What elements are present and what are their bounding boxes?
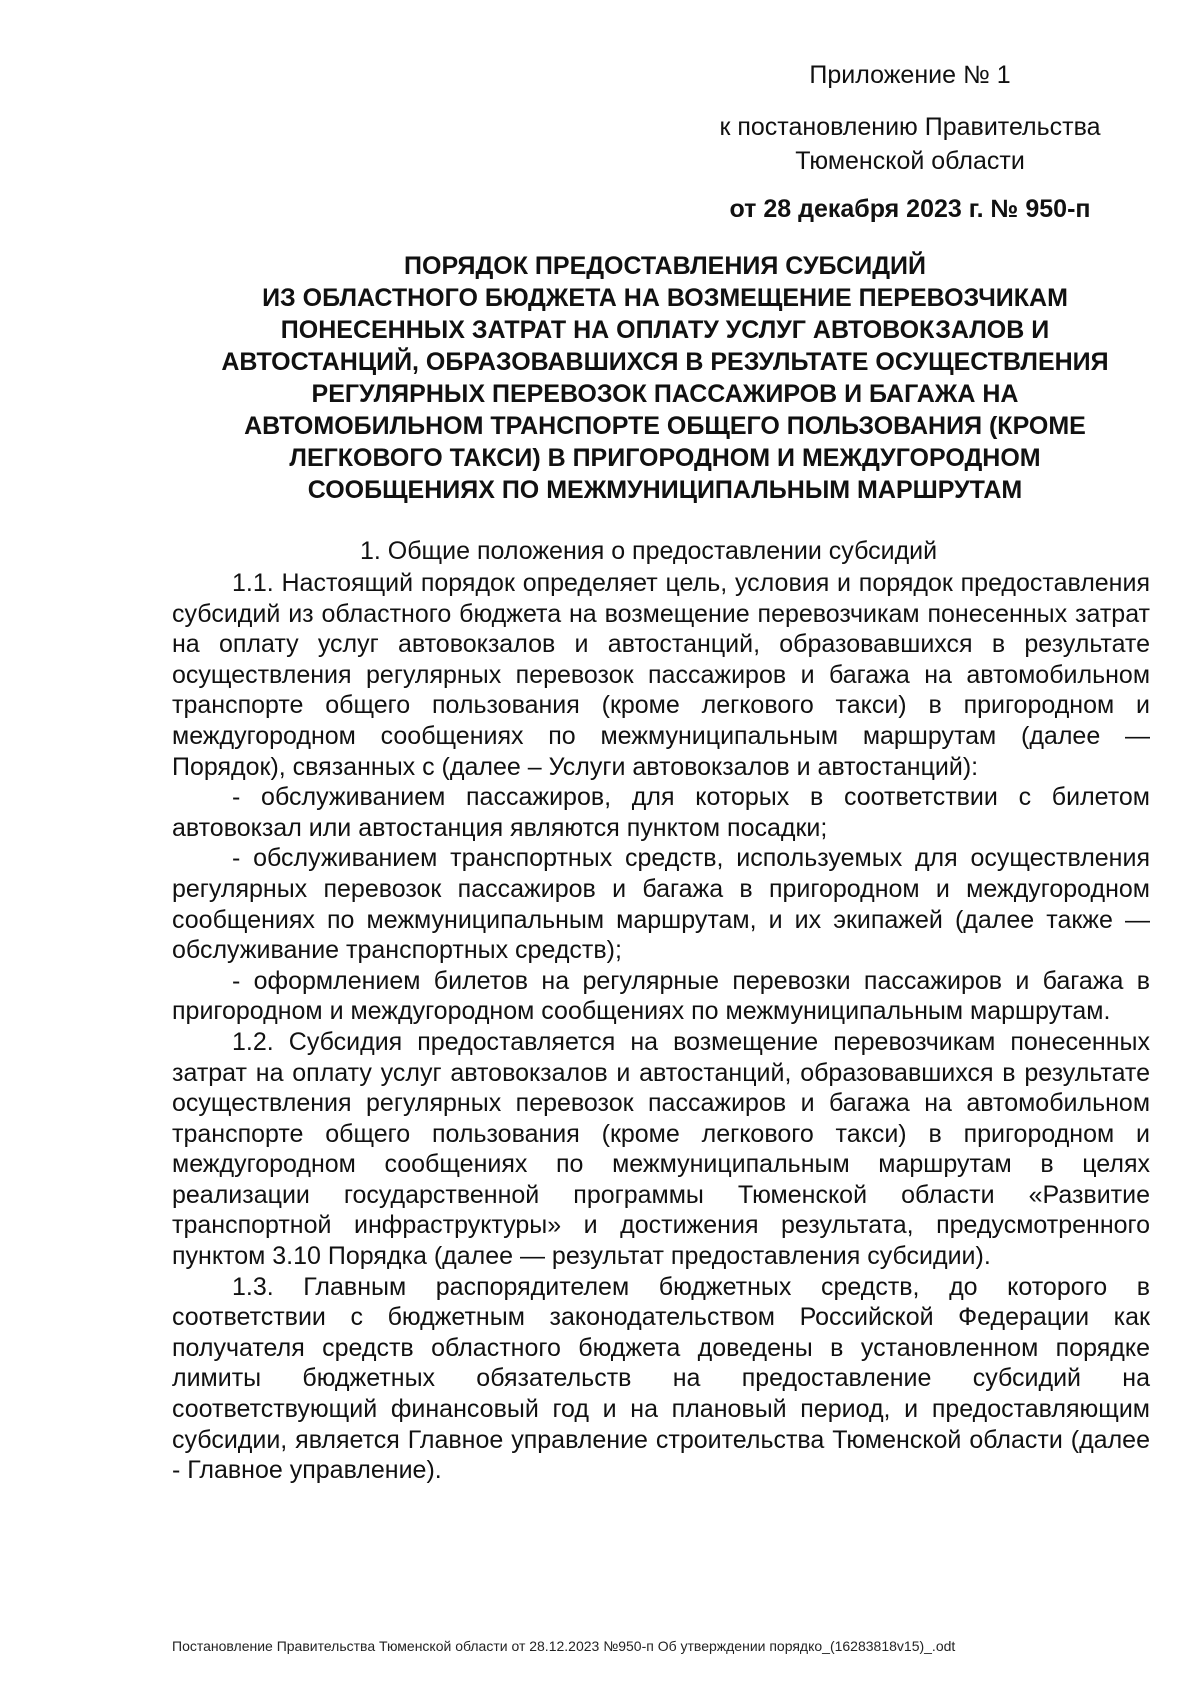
decree-reference-line1: к постановлению Правительства: [719, 113, 1101, 141]
paragraph-1-1: 1.1. Настоящий порядок определяет цель, условия и порядок предоставления субсидий из областного бюджета на возмещение перевозчикам понесенных затрат на оплату услуг автовокзалов и автостанций, образовавшихся в результате осуществления регулярных перевозок пассажиров и багажа на автомобильном транспорте общего пользования (кроме легкового такси) в пригородном и междугородном сообщениях по межмуниципальным маршрутам (далее — Порядок), связанных с (далее – Услуги автовокзалов и автостанций):: [172, 569, 1150, 781]
annex-header: [650, 58, 1170, 226]
decree-date-number: от 28 декабря 2023 г. № 950-п: [729, 195, 1091, 223]
title-line: ПОНЕСЕННЫХ ЗАТРАТ НА ОПЛАТУ УСЛУГ АВТОВОКЗАЛОВ И: [280, 316, 1050, 344]
title-line: СООБЩЕНИЯХ ПО МЕЖМУНИЦИПАЛЬНЫМ МАРШРУТАМ: [307, 476, 1023, 504]
title-line: АВТОСТАНЦИЙ, ОБРАЗОВАВШИХСЯ В РЕЗУЛЬТАТЕ ОСУЩЕСТВЛЕНИЯ: [221, 348, 1109, 376]
section-title: 1. Общие положения о предоставлении субсидий: [360, 537, 938, 565]
list-item-vehicle-service: - обслуживанием транспортных средств, используемых для осуществления регулярных перевозок пассажиров и багажа в пригородном и междугородном сообщениях по межмуниципальным маршрутам, и их экипажей (далее также — обслуживание транспортных средств);: [172, 844, 1150, 965]
paragraph-1-3: 1.3. Главным распорядителем бюджетных средств, до которого в соответствии с бюджетным законодательством Российской Федерации как получателя средств областного бюджета доведены в установленном порядке лимиты бюджетных обязательств на предоставление субсидий на соответствующий финансовый год и на плановый период, и предоставляющим субсидии, является Главное управление строительства Тюменской области (далее - Главное управление).: [172, 1272, 1150, 1485]
title-line: ИЗ ОБЛАСТНОГО БЮДЖЕТА НА ВОЗМЕЩЕНИЕ ПЕРЕВОЗЧИКАМ: [262, 284, 1068, 312]
page-footer: Постановление Правительства Тюменской области от 28.12.2023 №950-п Об утверждении порядко_(16283818v15)_.odt: [172, 1638, 956, 1654]
list-item-ticketing: - оформлением билетов на регулярные перевозки пассажиров и багажа в пригородном и междугородном сообщениях по межмуниципальным маршрутам.: [172, 966, 1150, 1026]
list-item-passenger-service: - обслуживанием пассажиров, для которых в соответствии с билетом автовокзал или автостанция являются пунктом посадки;: [172, 783, 1150, 842]
title-line: ЛЕГКОВОГО ТАКСИ) В ПРИГОРОДНОМ И МЕЖДУГОРОДНОМ: [289, 444, 1041, 472]
title-line: РЕГУЛЯРНЫХ ПЕРЕВОЗОК ПАССАЖИРОВ И БАГАЖА НА: [311, 380, 1019, 408]
title-line: АВТОМОБИЛЬНОМ ТРАНСПОРТЕ ОБЩЕГО ПОЛЬЗОВАНИЯ (КРОМЕ: [244, 412, 1086, 440]
title-line: ПОРЯДОК ПРЕДОСТАВЛЕНИЯ СУБСИДИЙ: [404, 252, 926, 280]
decree-reference-line2: Тюменской области: [795, 147, 1025, 175]
annex-number: Приложение № 1: [809, 61, 1011, 89]
paragraph-1-2: 1.2. Субсидия предоставляется на возмещение перевозчикам понесенных затрат на оплату услуг автовокзалов и автостанций, образовавшихся в результате осуществления регулярных перевозок пассажиров и багажа на автомобильном транспорте общего пользования (кроме легкового такси) в пригородном и междугородном сообщениях по межмуниципальным маршрутам в целях реализации государственной программы Тюменской области «Развитие транспортной инфраструктуры» и достижения результата, предусмотренного пунктом 3.10 Порядка (далее — результат предоставления субсидии).: [172, 1027, 1150, 1271]
document-body: [172, 568, 1150, 1486]
document-title: [170, 250, 1160, 506]
